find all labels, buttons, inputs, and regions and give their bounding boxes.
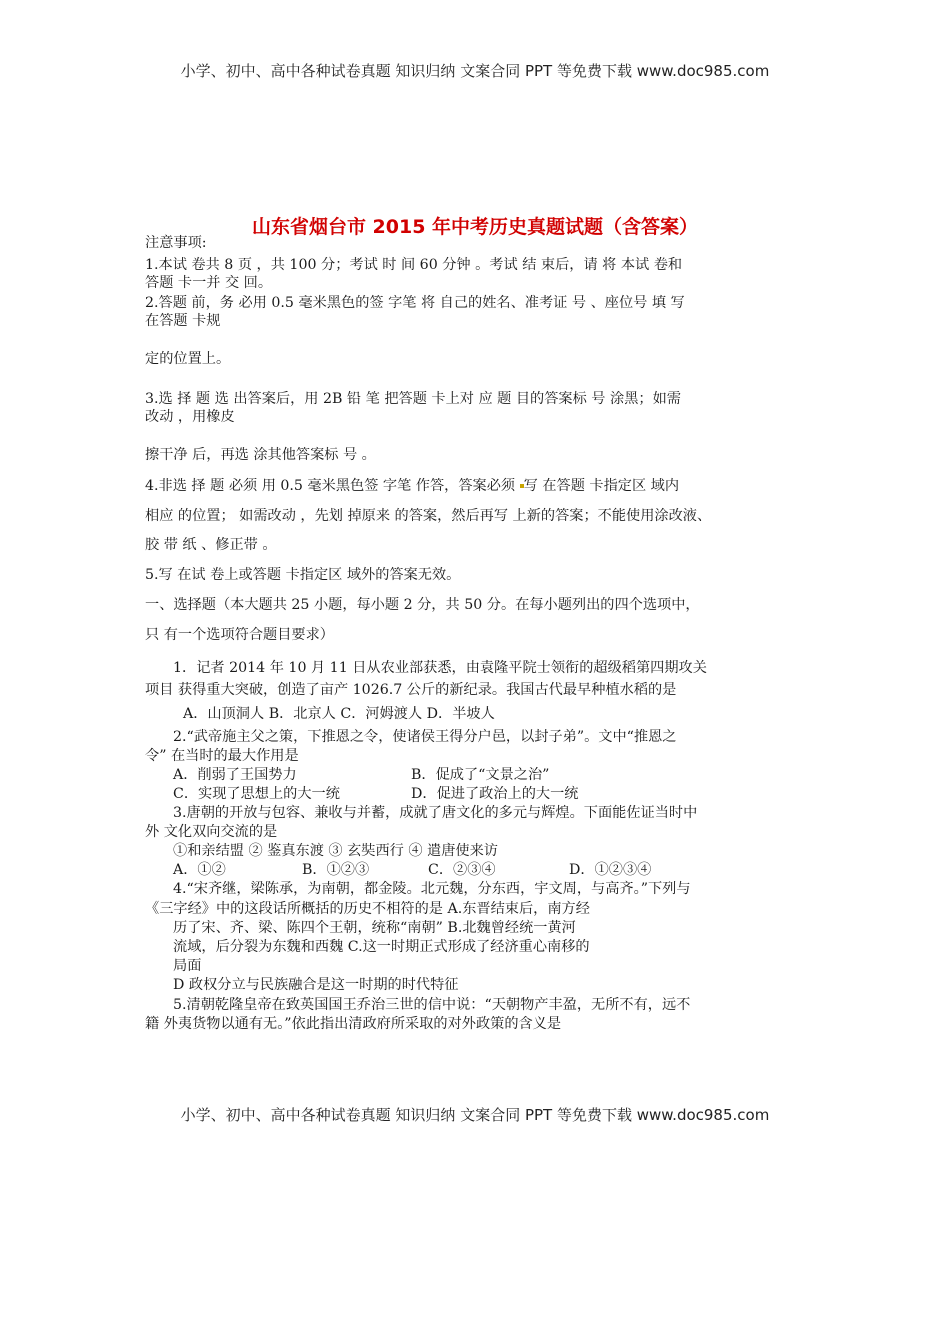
question-1: 1．记者 2014 年 10 月 11 日从农业部获悉，由袁隆平院士领衔的超级稻第四期攻关 — [173, 660, 707, 676]
section-heading: 只 有一个选项符合题目要求） — [145, 627, 334, 643]
question-2: 令” 在当时的最大作用是 — [145, 748, 299, 764]
section-heading: 一、选择题（本大题共 25 小题，每小题 2 分，共 50 分。在每小题列出的四个选项中， — [145, 597, 700, 613]
notice-line: 1.本试 卷共 8 页 ，共 100 分；考试 时 间 60 分钟 。考试 结 束后，请 将 本试 卷和 — [145, 257, 683, 273]
question-5: 籍 外夷货物以通有无。”依此指出清政府所采取的对外政策的含义是 — [145, 1016, 562, 1032]
notice-line: 5.写 在试 卷上或答题 卡指定区 域外的答案无效。 — [145, 567, 461, 583]
option-c: C．实现了思想上的大一统 — [173, 786, 340, 802]
notice-line: 答题 卡一并 交 回。 — [145, 275, 273, 291]
question-4: 局面 — [173, 958, 202, 974]
page-title: 山东省烟台市 2015 年中考历史真题试题（含答案） — [251, 216, 699, 238]
notice-line: 胶 带 纸 、修正带 。 — [145, 537, 277, 553]
question-3: 3.唐朝的开放与包容、兼收与并蓄，成就了唐文化的多元与辉煌。下面能佐证当时中 — [173, 805, 698, 821]
option-a: A．削弱了王国势力 — [173, 767, 297, 783]
notice-line: 3.选 择 题 选 出答案后，用 2B 铅 笔 把答题 卡上对 应 题 目的答案标 号 涂黑；如需 — [145, 391, 681, 407]
question-1-options: A．山顶洞人 B．北京人 C．河姆渡人 D．半坡人 — [183, 706, 495, 722]
notice-line-part: 写 在答题 卡指定区 域内 — [523, 478, 680, 494]
question-5: 5.清朝乾隆皇帝在致英国国王乔治三世的信中说：“天朝物产丰盈，无所不有，远不 — [173, 997, 691, 1013]
notice-line: 相应 的位置； 如需改动 ，先划 掉原来 的答案，然后再写 上新的答案；不能使用涂改液、 — [145, 508, 712, 524]
question-4: 《三字经》中的这段话所概括的历史不相符的是 A.东晋结束后，南方经 — [145, 901, 590, 917]
question-3: 外 文化双向交流的是 — [145, 824, 278, 840]
option-b: B．促成了“文景之治” — [411, 767, 550, 783]
option-c: C．②③④ — [428, 862, 496, 878]
question-4: D 政权分立与民族融合是这一时期的时代特征 — [173, 977, 459, 993]
question-3-items: ①和亲结盟 ② 鉴真东渡 ③ 玄奘西行 ④ 遣唐使来访 — [173, 843, 498, 859]
option-d: D．①②③④ — [569, 862, 652, 878]
header-watermark: 小学、初中、高中各种试卷真题 知识归纳 文案合同 PPT 等免费下载 www.doc985.com — [180, 62, 770, 80]
notice-heading: 注意事项: — [145, 235, 207, 251]
question-2: 2.“武帝施主父之策，下推恩之令，使诸侯王得分户邑，以封子弟”。文中“推恩之 — [173, 729, 677, 745]
notice-line: 改动 ，用橡皮 — [145, 409, 235, 425]
notice-line: 2.答题 前，务 必用 0.5 毫米黑色的签 字笔 将 自己的姓名、准考证 号 、座位号 填 写 — [145, 295, 685, 311]
notice-line: 在答题 卡规 — [145, 313, 221, 329]
notice-line-part: 4.非选 择 题 必须 用 0.5 毫米黑色签 字笔 作答，答案必须 — [145, 478, 520, 494]
option-a: A．①② — [173, 862, 226, 878]
option-b: B．①②③ — [302, 862, 370, 878]
question-4: 流域，后分裂为东魏和西魏 C.这一时期正式形成了经济重心南移的 — [173, 939, 590, 955]
question-4: 历了宋、齐、梁、陈四个王朝，统称“南朝” B.北魏曾经统一黄河 — [173, 920, 576, 936]
question-4: 4.“宋齐继，梁陈承，为南朝，都金陵。北元魏，分东西，宇文周，与高齐。”下列与 — [173, 881, 691, 897]
notice-line — [145, 477, 679, 495]
option-d: D．促进了政治上的大一统 — [411, 786, 579, 802]
notice-line: 擦干净 后，再选 涂其他答案标 号 。 — [145, 447, 376, 463]
footer-watermark: 小学、初中、高中各种试卷真题 知识归纳 文案合同 PPT 等免费下载 www.doc985.com — [180, 1106, 770, 1124]
notice-line: 定的位置上。 — [145, 351, 231, 367]
question-1: 项目 获得重大突破，创造了亩产 1026.7 公斤的新纪录。我国古代最早种植水稻的是 — [145, 682, 677, 698]
